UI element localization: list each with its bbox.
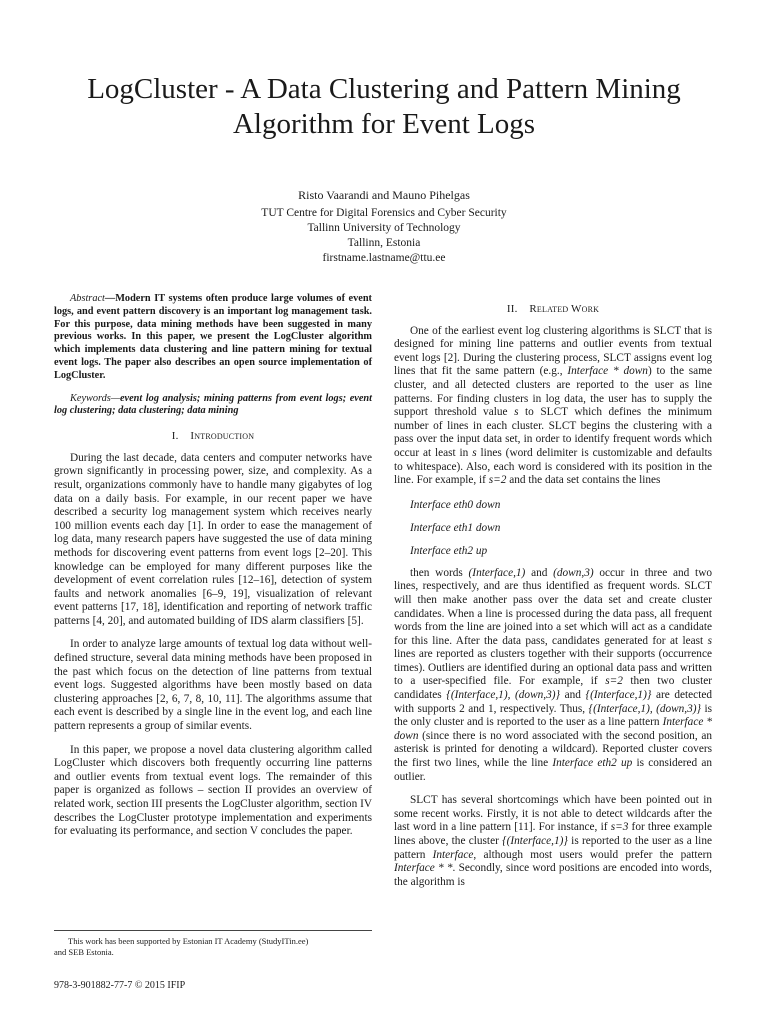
page-footer-isbn: 978-3-901882-77-7 © 2015 IFIP: [54, 980, 186, 991]
example-line: Interface eth1 down: [410, 521, 501, 534]
abstract: [54, 293, 372, 383]
related-work-paragraph: One of the earliest event log clustering algorithms is SLCT that is designed for mining line patterns and outlier events from textual event logs [2]. During the clustering process, SLCT assigns event log lines that fit the same pattern (e.g., Interface * down) to the same cluster, and all detected clusters are reported to the user as line patterns. For finding clusters in log data, the user has to supply the support threshold value s to SLCT which defines the minimum number of lines in each cluster. SLCT begins the clustering with a pass over the input data set, in order to identify frequent words which occur at least in s lines (word delimiter is customizable and defaults to whitespace). Also, each word is considered with its position in the line. For example, if s=2 and the data set contains the lines: [394, 324, 712, 487]
affiliation-line: Tallinn University of Technology: [307, 222, 461, 234]
author-names: Risto Vaarandi and Mauno Pihelgas: [298, 188, 470, 202]
affiliation-line: TUT Centre for Digital Forensics and Cyber Security: [261, 207, 507, 219]
author-block: [0, 188, 768, 266]
abstract-label: Abstract: [70, 293, 105, 304]
footnote-line: This work has been supported by Estonian IT Academy (StudyITin.ee): [68, 936, 309, 946]
section-title: Related Work: [529, 303, 600, 315]
intro-paragraph: In order to analyze large amounts of textual log data without well-defined structure, several data mining methods have been proposed in the past which focus on the detection of line patterns from textual event logs. Suggested algorithms have been mostly based on data clustering approaches [2, 6, 7, 8, 10, 11]. The algorithms assume that each event is described by a single line in the event log, and each line pattern represents a group of similar events.: [54, 638, 372, 733]
section-title: Introduction: [190, 430, 255, 443]
author-email: firstname.lastname@ttu.ee: [322, 252, 446, 264]
example-line: Interface eth2 up: [410, 544, 488, 557]
keywords-label: Keywords—: [70, 392, 120, 404]
left-column: [54, 293, 372, 849]
keywords: [54, 393, 372, 419]
affiliation-line: Tallinn, Estonia: [347, 237, 421, 249]
section-heading-introduction: [54, 430, 372, 444]
keywords-text: event log analysis; mining patterns from event logs; event log clustering; data clustering; data mining: [54, 392, 372, 417]
related-work-paragraph: SLCT has several shortcomings which have been pointed out in some recent works. Firstly, it is not able to detect wildcards after the last word in a line pattern [11]. For instance, if s=3 for three example lines above, the cluster {(Interface,1)} is reported to the user as a line pattern Interface, although most users would prefer the pattern Interface * *. Secondly, since word positions are encoded into words, the algorithm is: [394, 794, 712, 888]
example-lines: [410, 498, 712, 558]
example-line: Interface eth0 down: [410, 498, 501, 511]
footnote: [54, 930, 372, 958]
section-number: I.: [171, 430, 179, 443]
section-heading-related-work: [394, 303, 712, 317]
paper-title: LogCluster - A Data Clustering and Pattern Mining Algorithm for Event Logs: [87, 73, 681, 140]
right-column: [394, 303, 712, 899]
intro-paragraph: During the last decade, data centers and computer networks have grown significantly in processing power, size, and complexity. As a result, organizations commonly have to handle many gigabytes of log data on a daily basis. For example, in our recent paper we have described a security log management system which receives nearly 100 million events each day [1]. In order to ease the management of log data, many research papers have suggested the use of data mining methods for discovering event patterns from event logs [2–20]. This knowledge can be employed for many different purposes like the development of event correlation rules [12–16], detection of system faults and network anomalies [6–9, 19], visualization of relevant event patterns [17, 18], identification and reporting of network traffic patterns [4, 20], and automated building of IDS alarm classifiers [5].: [54, 451, 372, 627]
abstract-text: —Modern IT systems often produce large volumes of event logs, and event pattern discovery is an important log management task. For this purpose, data mining methods have been suggested in many previous works. In this paper, we present the LogCluster algorithm which implements data clustering and line pattern mining for textual event logs. The paper also describes an open source implementation of LogCluster.: [54, 293, 372, 381]
footnote-line: and SEB Estonia.: [54, 947, 114, 957]
intro-paragraph: In this paper, we propose a novel data clustering algorithm called LogCluster which discovers both frequently occurring line patterns and outlier events from textual event logs. The remainder of this paper is organized as follows – section II provides an overview of related work, section III presents the LogCluster algorithm, section IV describes the LogCluster prototype implementation and experiments for evaluating its performance, and section V concludes the paper.: [54, 743, 372, 838]
related-work-paragraph: then words (Interface,1) and (down,3) occur in three and two lines, respectively, and are thus identified as frequent words. SLCT will then make another pass over the data set and create cluster candidates. When a line is processed during the data pass, all frequent words from the line are joined into a set which will act as a candidate for this line. After the data pass, candidates generated for at least s lines are reported as clusters together with their supports (occurrence times). Outliers are identified during an optional data pass and written to a user-specified file. For example, if s=2 then two cluster candidates {(Interface,1), (down,3)} and {(Interface,1)} are detected with supports 2 and 1, respectively. Thus, {(Interface,1), (down,3)} is the only cluster and is reported to the user as a line pattern Interface * down (since there is no word associated with the second position, an asterisk is printed for denoting a wildcard). Reported cluster covers the first two lines, while the line Interface eth2 up is considered an outlier.: [394, 566, 713, 783]
section-number: II.: [506, 303, 518, 315]
